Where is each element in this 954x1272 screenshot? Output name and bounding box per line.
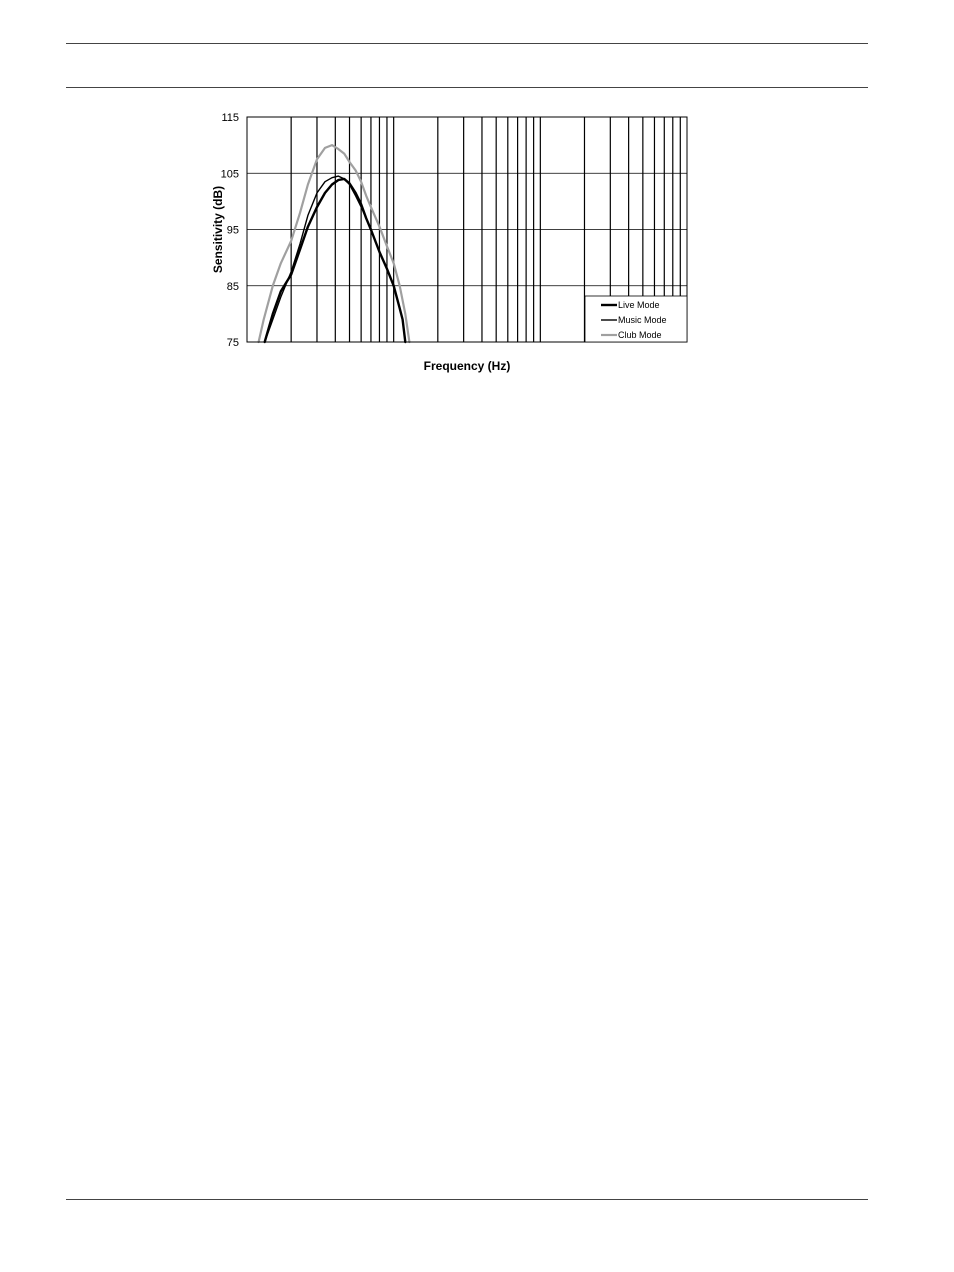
frequency-response-chart (200, 100, 700, 385)
legend-label: Club Mode (618, 330, 662, 340)
y-tick-label: 95 (226, 224, 239, 237)
y-tick-label: 105 (220, 168, 239, 181)
legend-label: Live Mode (618, 300, 660, 310)
legend-label: Music Mode (618, 315, 667, 325)
footer-rule (66, 1199, 868, 1200)
x-axis-label: Frequency (Hz) (423, 359, 511, 373)
y-axis-label: Sensitivity (dB) (211, 185, 225, 274)
legend (585, 296, 687, 342)
y-tick-label: 75 (226, 337, 239, 349)
header-rule-top (66, 43, 868, 44)
header-rule-bottom (66, 87, 868, 88)
y-tick-label: 85 (226, 280, 239, 293)
y-tick-label: 115 (221, 112, 239, 124)
